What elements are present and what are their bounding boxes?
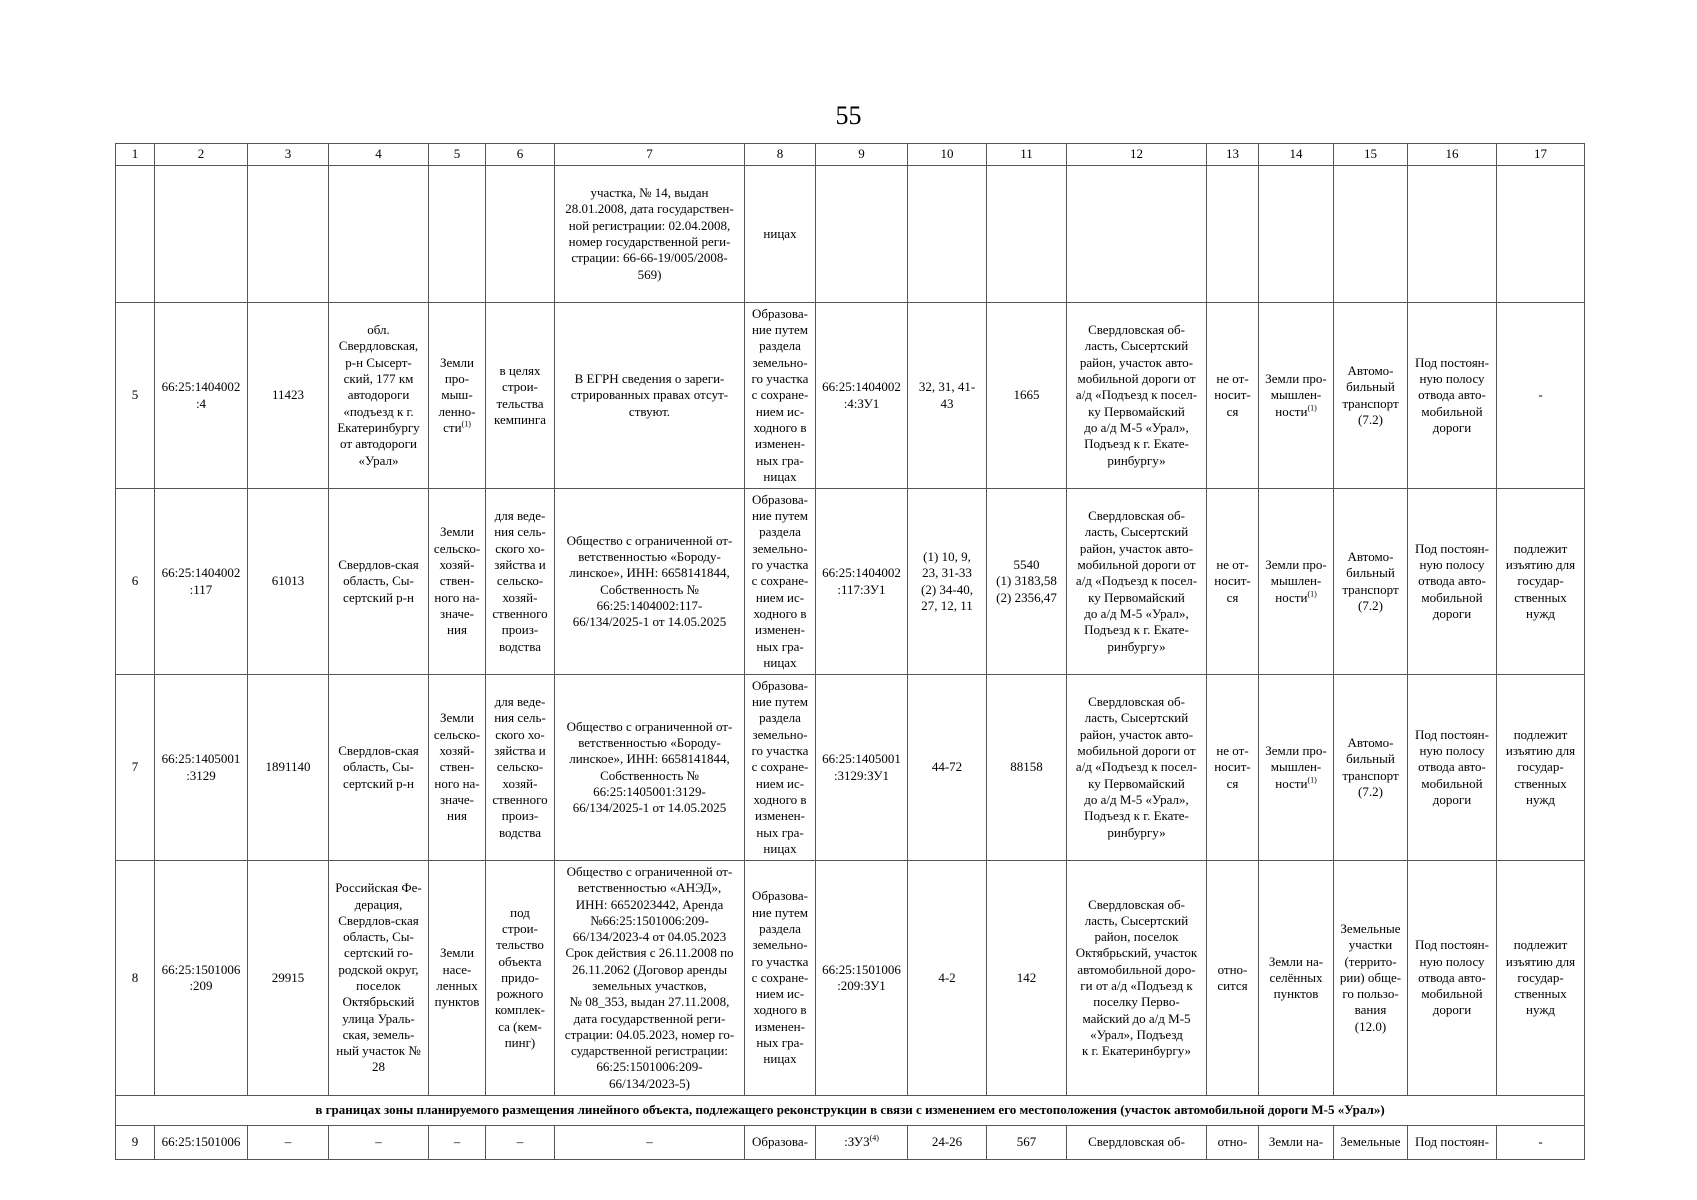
cell-text: - bbox=[1538, 387, 1543, 403]
cell-text: Земли про- мышлен- ности bbox=[1265, 371, 1327, 419]
cell-text: Образова- ние путем раздела земельно- го участка с сохране- нием ис- ходного в изменен- ных гра- ницах bbox=[751, 888, 809, 1067]
cell-text: Под постоян- ную полосу отвода авто- мобильной дороги bbox=[1415, 540, 1489, 621]
cell-text: Земельные bbox=[1340, 1134, 1401, 1150]
cell-text: - bbox=[1538, 1134, 1543, 1150]
cell-text: 66:25:1501006 :209 bbox=[161, 961, 241, 993]
cell-c2 bbox=[155, 1126, 248, 1160]
cell-c15 bbox=[1334, 675, 1408, 861]
cell-c3 bbox=[248, 861, 329, 1096]
cell-text: Земли сельско- хозяй- ствен- ного на- значе- ния bbox=[433, 524, 481, 638]
cell-c9 bbox=[816, 489, 908, 675]
cell-c15 bbox=[1334, 1126, 1408, 1160]
cell-text: Автомо- бильный транспорт (7.2) bbox=[1342, 362, 1399, 427]
cell-c13 bbox=[1207, 675, 1259, 861]
cell-c8 bbox=[745, 1126, 816, 1160]
cell-c14 bbox=[1259, 303, 1334, 489]
cell-c2 bbox=[155, 861, 248, 1096]
column-number-16: 16 bbox=[1408, 144, 1497, 166]
column-number-15: 15 bbox=[1334, 144, 1408, 166]
cell-c2 bbox=[155, 166, 248, 303]
cell-text: 66:25:1501006 :209:ЗУ1 bbox=[822, 961, 901, 993]
cell-c17 bbox=[1497, 861, 1585, 1096]
cell-text: 66:25:1404002 :117 bbox=[161, 565, 241, 597]
cell-text: 66:25:1501006 bbox=[161, 1134, 241, 1150]
land-plots-table bbox=[115, 143, 1585, 1160]
cell-text: – bbox=[453, 1134, 461, 1150]
cell-c12 bbox=[1067, 489, 1207, 675]
cell-text: подлежит изъятию для государ- ственных нужд bbox=[1505, 726, 1576, 807]
cell-c3 bbox=[248, 675, 329, 861]
cell-text: Образова- ние путем раздела земельно- го участка с сохране- нием ис- ходного в изменен- ных гра- ницах bbox=[751, 305, 809, 484]
footnote-marker: (1) bbox=[1307, 403, 1317, 413]
column-number-8: 8 bbox=[745, 144, 816, 166]
cell-text: Под постоян- ную полосу отвода авто- мобильной дороги bbox=[1415, 354, 1489, 435]
cell-c13 bbox=[1207, 489, 1259, 675]
cell-text: отно- bbox=[1217, 1134, 1248, 1150]
cell-c11 bbox=[987, 675, 1067, 861]
cell-text: 5540 (1) 3183,58 (2) 2356,47 bbox=[996, 557, 1057, 605]
cell-text: 6 bbox=[131, 573, 139, 589]
cell-c16 bbox=[1408, 1126, 1497, 1160]
cell-c16 bbox=[1408, 303, 1497, 489]
cell-c5 bbox=[429, 1126, 486, 1160]
cell-text: для веде- ния сель- ского хо- зяйства и сельско- хозяй- ственного произ- водства bbox=[492, 508, 548, 654]
cell-text: Под постоян- ную полосу отвода авто- мобильной дороги bbox=[1415, 937, 1489, 1018]
cell-text: Автомо- бильный транспорт (7.2) bbox=[1342, 734, 1399, 799]
cell-c1 bbox=[116, 1126, 155, 1160]
cell-c16 bbox=[1408, 675, 1497, 861]
cell-c10 bbox=[908, 303, 987, 489]
cell-c6 bbox=[486, 675, 555, 861]
table-row bbox=[116, 675, 1585, 861]
cell-text: 9 bbox=[131, 1134, 139, 1150]
cell-text: 29915 bbox=[271, 969, 305, 985]
cell-text: Земли сельско- хозяй- ствен- ного на- значе- ния bbox=[433, 710, 481, 824]
cell-c4 bbox=[329, 1126, 429, 1160]
column-number-14: 14 bbox=[1259, 144, 1334, 166]
cell-text: 5 bbox=[131, 387, 139, 403]
column-number-11: 11 bbox=[987, 144, 1067, 166]
cell-text: 8 bbox=[131, 969, 139, 985]
cell-c16 bbox=[1408, 861, 1497, 1096]
cell-c12 bbox=[1067, 1126, 1207, 1160]
cell-c9 bbox=[816, 166, 908, 303]
cell-c13 bbox=[1207, 1126, 1259, 1160]
cell-c15 bbox=[1334, 303, 1408, 489]
table-row bbox=[116, 1126, 1585, 1160]
cell-c17 bbox=[1497, 489, 1585, 675]
column-number-12: 12 bbox=[1067, 144, 1207, 166]
cell-c4 bbox=[329, 303, 429, 489]
cell-text: Под постоян- bbox=[1415, 1134, 1489, 1150]
cell-c4 bbox=[329, 166, 429, 303]
cell-c8 bbox=[745, 861, 816, 1096]
cell-c10 bbox=[908, 166, 987, 303]
cell-c4 bbox=[329, 861, 429, 1096]
cell-text: Земли про- мышлен- ности bbox=[1265, 557, 1327, 605]
cell-text: Свердловская об- bbox=[1088, 1134, 1185, 1150]
cell-c7 bbox=[555, 303, 745, 489]
cell-text: 66:25:1405001 :3129:ЗУ1 bbox=[822, 751, 901, 783]
cell-text: 1891140 bbox=[265, 759, 311, 775]
cell-text: 142 bbox=[1016, 969, 1037, 985]
cell-c6 bbox=[486, 303, 555, 489]
cell-text: Образова- ние путем раздела земельно- го участка с сохране- нием ис- ходного в изменен- ных гра- ницах bbox=[751, 491, 809, 670]
cell-text: Свердловская об- ласть, Сысертский район, поселок Октябрьский, участок автомобильной доро- ги от а/д «Подъезд к поселку Перво- майский до а/д М-5 «Урал», Подъезд к г. Екатеринбургу» bbox=[1075, 896, 1198, 1059]
cell-text: 24-26 bbox=[931, 1134, 963, 1150]
cell-text: Земли на- bbox=[1268, 1134, 1324, 1150]
cell-c10 bbox=[908, 489, 987, 675]
cell-text: 61013 bbox=[271, 573, 305, 589]
cell-c14 bbox=[1259, 1126, 1334, 1160]
cell-c17 bbox=[1497, 675, 1585, 861]
cell-c4 bbox=[329, 489, 429, 675]
column-number-17: 17 bbox=[1497, 144, 1585, 166]
column-number-2: 2 bbox=[155, 144, 248, 166]
cell-text: Образова- bbox=[752, 1134, 808, 1150]
cell-c5 bbox=[429, 675, 486, 861]
cell-c5 bbox=[429, 166, 486, 303]
table-row bbox=[116, 303, 1585, 489]
cell-c5 bbox=[429, 489, 486, 675]
continuation-row bbox=[116, 166, 1585, 303]
cell-c10 bbox=[908, 1126, 987, 1160]
cell-c1 bbox=[116, 166, 155, 303]
cell-c17 bbox=[1497, 303, 1585, 489]
cell-c2 bbox=[155, 675, 248, 861]
section-heading-row bbox=[116, 1096, 1585, 1126]
cell-c2 bbox=[155, 489, 248, 675]
cell-c13 bbox=[1207, 166, 1259, 303]
cell-text: Земельные участки (террито- рии) обще- го пользо- вания (12.0) bbox=[1339, 920, 1402, 1034]
cell-text: не от- носит- ся bbox=[1214, 743, 1251, 791]
cell-c3 bbox=[248, 489, 329, 675]
cell-c10 bbox=[908, 861, 987, 1096]
cell-c5 bbox=[429, 303, 486, 489]
cell-text: Земли про- мыш- ленно- сти bbox=[438, 354, 476, 435]
cell-c10 bbox=[908, 675, 987, 861]
column-number-1: 1 bbox=[116, 144, 155, 166]
footnote-marker: (1) bbox=[1307, 775, 1317, 785]
cell-c8 bbox=[745, 303, 816, 489]
cell-text: подлежит изъятию для государ- ственных нужд bbox=[1505, 540, 1576, 621]
cell-text: Образова- ние путем раздела земельно- го участка с сохране- нием ис- ходного в изменен- ных гра- ницах bbox=[751, 677, 809, 856]
cell-c7 bbox=[555, 489, 745, 675]
cell-c11 bbox=[987, 489, 1067, 675]
table-row bbox=[116, 489, 1585, 675]
column-number-4: 4 bbox=[329, 144, 429, 166]
cell-c8: ницах bbox=[745, 166, 816, 303]
footnote-marker: (1) bbox=[1307, 589, 1317, 599]
cell-c11 bbox=[987, 861, 1067, 1096]
footnote-marker: (4) bbox=[869, 1134, 879, 1144]
cell-c17 bbox=[1497, 1126, 1585, 1160]
cell-text: 1665 bbox=[1013, 387, 1040, 403]
column-number-10: 10 bbox=[908, 144, 987, 166]
cell-text: не от- носит- ся bbox=[1214, 371, 1251, 419]
cell-text: 4-2 bbox=[938, 969, 956, 985]
cell-text: Свердловская об- ласть, Сысертский район, участок авто- мобильной дороги от а/д «Подъезд к посел- ку Первомайский до а/д М-5 «Урал», Подъезд к г. Екате- ринбургу» bbox=[1075, 322, 1198, 468]
cell-c9 bbox=[816, 861, 908, 1096]
cell-text: отно- сится bbox=[1217, 961, 1248, 993]
cell-c2 bbox=[155, 303, 248, 489]
cell-c9 bbox=[816, 1126, 908, 1160]
cell-c6 bbox=[486, 861, 555, 1096]
cell-c7 bbox=[555, 1126, 745, 1160]
cell-c11 bbox=[987, 1126, 1067, 1160]
cell-text: 32, 31, 41- 43 bbox=[918, 379, 976, 411]
cell-c12 bbox=[1067, 166, 1207, 303]
cell-text: Земли про- мышлен- ности bbox=[1265, 743, 1327, 791]
cell-text: – bbox=[516, 1134, 524, 1150]
column-number-3: 3 bbox=[248, 144, 329, 166]
cell-c17 bbox=[1497, 166, 1585, 303]
cell-c14 bbox=[1259, 166, 1334, 303]
cell-text: Российская Фе- дерация, Свердлов-ская область, Сы- сертский го- родской округ, поселок Октябрьский улица Ураль- ская, земель- ный участок № 28 bbox=[335, 880, 422, 1075]
cell-c6 bbox=[486, 166, 555, 303]
column-number-9: 9 bbox=[816, 144, 908, 166]
cell-c8 bbox=[745, 489, 816, 675]
cell-c1 bbox=[116, 675, 155, 861]
cell-text: под строи- тельство объекта придо- рожного комплек- са (кем- пинг) bbox=[495, 904, 545, 1051]
column-number-7: 7 bbox=[555, 144, 745, 166]
cell-text: 66:25:1404002 :4 bbox=[161, 379, 241, 411]
column-number-5: 5 bbox=[429, 144, 486, 166]
section-heading: в границах зоны планируемого размещения линейного объекта, подлежащего реконструкции в связи с изменением его местоположения (участок автомобильной дороги М-5 «Урал») bbox=[116, 1096, 1585, 1126]
cell-text: В ЕГРН сведения о зареги- стрированных правах отсут- ствуют. bbox=[570, 371, 729, 419]
cell-text: 567 bbox=[1016, 1134, 1037, 1150]
cell-text: 66:25:1404002 :4:ЗУ1 bbox=[822, 379, 901, 411]
cell-c16 bbox=[1408, 489, 1497, 675]
cell-c3 bbox=[248, 166, 329, 303]
cell-c6 bbox=[486, 489, 555, 675]
cell-c14 bbox=[1259, 675, 1334, 861]
cell-c14 bbox=[1259, 489, 1334, 675]
cell-c7: участка, № 14, выдан 28.01.2008, дата государствен- ной регистрации: 02.04.2008, номер государственной реги- страции: 66-66-19/005/2008- 569) bbox=[555, 166, 745, 303]
cell-text: для веде- ния сель- ского хо- зяйства и сельско- хозяй- ственного произ- водства bbox=[492, 694, 548, 840]
cell-c12 bbox=[1067, 303, 1207, 489]
cell-text: подлежит изъятию для государ- ственных нужд bbox=[1505, 937, 1576, 1018]
cell-text: Свердловская об- ласть, Сысертский район, участок авто- мобильной дороги от а/д «Подъезд к посел- ку Первомайский до а/д М-5 «Урал», Подъезд к г. Екате- ринбургу» bbox=[1075, 508, 1198, 654]
cell-c1 bbox=[116, 861, 155, 1096]
cell-text: Общество с ограниченной от- ветственностью «АНЭД», ИНН: 6652023442, Аренда №66:25:1501006:209- 66/134/2023-4 от 04.05.2023 Срок действия с 26.11.2008 по 26.11.2062 (Договор аренды земельных участков, № 08_353, выдан 27.11.2008, дата государственной реги- страции: 04.05.2023, номер го- сударственной регистрации: 66:25:1501006:209- 66/134/2023-5) bbox=[564, 863, 735, 1091]
cell-text: 7 bbox=[131, 759, 139, 775]
cell-c16 bbox=[1408, 166, 1497, 303]
cell-text: Свердлов-ская область, Сы- сертский р-н bbox=[338, 557, 419, 605]
cell-text: 11423 bbox=[271, 387, 305, 403]
cell-text: Общество с ограниченной от- ветственностью «Бороду- линское», ИНН: 6658141844, Собственность № 66:25:1404002:117- 66/134/2025-1 от 14.05.2025 bbox=[566, 532, 733, 630]
cell-text: 66:25:1404002 :117:ЗУ1 bbox=[822, 565, 901, 597]
column-number-13: 13 bbox=[1207, 144, 1259, 166]
cell-c12 bbox=[1067, 861, 1207, 1096]
cell-c13 bbox=[1207, 861, 1259, 1096]
cell-c1 bbox=[116, 489, 155, 675]
cell-c13 bbox=[1207, 303, 1259, 489]
cell-text: обл. Свердловская, р-н Сысерт- ский, 177 км автодороги «подъезд к г. Екатеринбургу от автодороги «Урал» bbox=[337, 322, 420, 468]
cell-c6 bbox=[486, 1126, 555, 1160]
cell-c15 bbox=[1334, 166, 1408, 303]
cell-c3 bbox=[248, 1126, 329, 1160]
cell-c12 bbox=[1067, 675, 1207, 861]
column-number-row bbox=[116, 144, 1585, 166]
cell-c8 bbox=[745, 675, 816, 861]
cell-c3 bbox=[248, 303, 329, 489]
cell-c1 bbox=[116, 303, 155, 489]
table-row bbox=[116, 861, 1585, 1096]
cell-text: не от- носит- ся bbox=[1214, 557, 1251, 605]
cell-text: (1) 10, 9, 23, 31-33 (2) 34-40, 27, 12, 11 bbox=[921, 548, 973, 613]
footnote-marker: (1) bbox=[461, 419, 471, 429]
cell-text: 66:25:1405001 :3129 bbox=[161, 751, 241, 783]
cell-c9 bbox=[816, 675, 908, 861]
cell-text: Земли насе- ленных пунктов bbox=[434, 945, 480, 1010]
page-number: 55 bbox=[835, 101, 862, 130]
cell-text: – bbox=[284, 1134, 292, 1150]
cell-text: – bbox=[375, 1134, 382, 1150]
cell-c7 bbox=[555, 861, 745, 1096]
cell-c9 bbox=[816, 303, 908, 489]
cell-c15 bbox=[1334, 861, 1408, 1096]
column-number-6: 6 bbox=[486, 144, 555, 166]
cell-c11 bbox=[987, 166, 1067, 303]
cell-c7 bbox=[555, 675, 745, 861]
cell-text: Свердлов-ская область, Сы- сертский р-н bbox=[338, 743, 419, 791]
cell-text: :ЗУ3 bbox=[844, 1134, 870, 1150]
cell-text: Автомо- бильный транспорт (7.2) bbox=[1342, 548, 1399, 613]
cell-text: Под постоян- ную полосу отвода авто- мобильной дороги bbox=[1415, 726, 1489, 807]
cell-text: – bbox=[646, 1134, 653, 1150]
cell-c11 bbox=[987, 303, 1067, 489]
cell-c15 bbox=[1334, 489, 1408, 675]
cell-text: Свердловская об- ласть, Сысертский район, участок авто- мобильной дороги от а/д «Подъезд к посел- ку Первомайский до а/д М-5 «Урал», Подъезд к г. Екате- ринбургу» bbox=[1075, 694, 1198, 840]
cell-text: Земли на- селённых пунктов bbox=[1268, 953, 1324, 1002]
cell-text: 44-72 bbox=[931, 759, 963, 775]
cell-text: 88158 bbox=[1010, 759, 1043, 775]
cell-text: в целях строи- тельства кемпинга bbox=[494, 362, 546, 427]
cell-text: Общество с ограниченной от- ветственностью «Бороду- линское», ИНН: 6658141844, Собственность № 66:25:1405001:3129- 66/134/2025-1 от 14.05.2025 bbox=[566, 718, 733, 816]
cell-c4 bbox=[329, 675, 429, 861]
cell-c14 bbox=[1259, 861, 1334, 1096]
cell-c5 bbox=[429, 861, 486, 1096]
